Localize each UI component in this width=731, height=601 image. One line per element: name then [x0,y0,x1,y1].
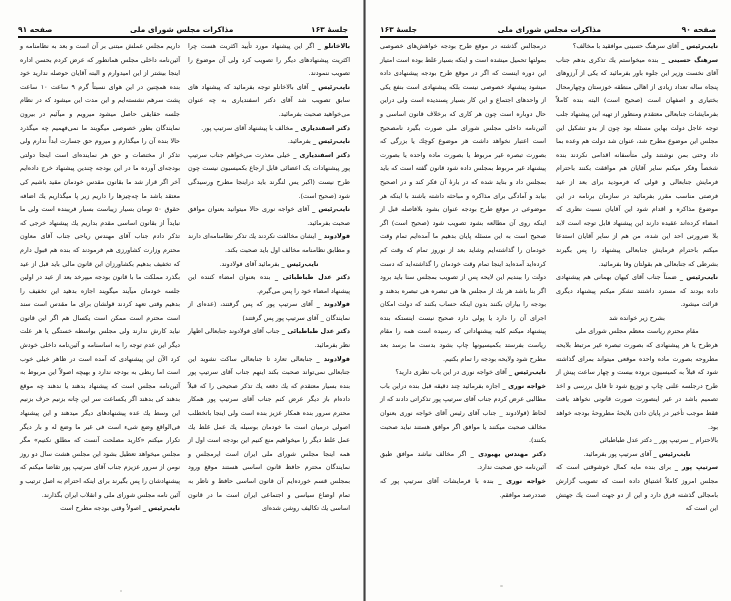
paragraph-text: مخالف با پیشنهاد آقای سرتیپ پور. [201,123,294,132]
paragraph [188,122,350,136]
paragraph [556,40,718,54]
paragraph [556,325,718,339]
speaker-name: نایب‌رئیس _ [311,82,350,91]
speaker-name: دکتر مهندس بهبودی _ [470,449,546,458]
paragraph-text: آقای سرتیپ پور که پس گرفتند، (عده‌ای از نمایندگان _ آقای سرتیپ پور پس گرفتند) [188,300,350,322]
paragraph [20,40,180,502]
paragraph-text: اگر مخالف نباشد موافق طبق آئین‌نامه حق صحبت ندارد. [380,449,546,472]
paragraph-text: بنده بعنوان امضاء کننده این پیشنهاد امضاء خود را پس می‌گیرم. [188,273,350,295]
paragraph [188,135,350,149]
paragraph-text: هرطرح یا هر پیشنهادی که بصورت تبصره غیر مرتبط بلایحه مطروحه بصورت ماده واحده موقعی میتواند بمرای گذاشته شود که قبلاً به کمیسیون بروده بیست و چهار ساعت پیش از طرح درجلسه علنی چاپ و توزیع شود تا قابل بررسی و اخذ تصمیم باشد در غیر اینصورت صورت قانونی نخواهد یافت فقط موجب تأخیر در پایان دادن بلایحهٔ مطروحهٔ بودجه خواهد بود. [556,341,718,431]
paragraph [556,448,718,462]
paragraph-text: بفرمائید آقای فولادوند. [219,259,280,268]
paragraph [556,461,718,515]
speaker-name: نایب‌رئیس _ [312,137,350,146]
paragraph-text: بالاحترام _ سرتیپ پور _ دکتر عدل طباطبائی [599,436,718,445]
text-column-right [556,40,718,516]
paragraph [188,149,350,203]
paragraph [380,475,546,502]
paragraph-text: درمجالس گذشته در موقع طرح بودجه خواهش‌های خصوصی بمولتها تحمیل میشده است و اینکه بسیار غلط بوده است امتیاز این دوره اینست که اگر در موقع طرح بودجه پیشنهادی داده میشود پیشنهاد خصوصی نیست بلکه پیشنهادی است بنفع یکی از واحدهای اجتماع و این کار بسیار پسندیده است ولی دراین حال دوباره است چون هر کاری که برخلاف قانون اساسی و آئین‌نامه داخلی مجلس شورای ملی صورت بگیرد نامصحیح است اعتبار نخواهد داشت هر موضوع کوچك یا بزرگی که بصورت تبصره غیر مربوط یا بصورت ماده واحده یا بصورت پیشنهاد غیر مربوط بمجلس داده شود قانون گفته است که باید بمجلس داد و بناید شده که در بارهٔ آن فکر کند و در اصحیح بیابد و آمادگی برای مذاکره و مباحثه داشته باشند با اینکه هر موضوعی در موقع طرح بودجه عنوان بشود بلافاصله قبل از اینکه روی آن مطالعه بشود تصویب شود (صحیح است) اگر صحیح است به این مسئله پایان بدهیم ما آمده‌ایم تمام وقت خودمان را گذاشته‌ایم وشاید بعد از نوروز تمام که وقت کم کرده‌اید آمده‌اید اینجا تمام وقت خودمان را گذاشته‌اید که دست دولت را ببندیم این لایحه پس از تصویب بمجلس سنا باید برود اگر بنا باشد هر یك از مجلس ها هی تبصره هی تبصره بدهند و بودجه را بیاران بکنند بدون اینکه حساب بکنند که دولت امکان اجرای آن را دارد یا پولی دارد صحیح نیست اینستکه بنده پیشنهاد میکنم کلیه پیشنهاداتی که رسیده است همه را مقام ریاست بفرستد بکمیسیونها چاپ بشود بدست ما برسد بعد مطرح شود ولایحه بودجه را تمام بکنیم. [380,42,546,363]
speaker-name: نایب‌رئیس _ [312,205,350,214]
speaker-name: نایب‌رئیس _ [508,368,546,377]
paragraph-text: اگر این پیشنهاد مورد تأیید اکثریت هست چرا اکثریت پیشنهادهای دیگر را تصویب کرد ولی آن موضوع را تصویب ننمودند. [188,42,350,78]
speaker-name: فولادوند _ [318,232,350,241]
speaker-name: دکتر اسفندیاری _ [293,150,350,159]
paragraph-text: مقام محترم ریاست معظم مجلس شورای ملی [575,327,699,336]
paragraph [556,271,718,312]
right-page [366,0,731,601]
speaker-name: نایب‌رئیس _ [142,504,180,513]
speaker-name: سرتیپ پور _ [674,463,718,472]
page-number: صفحه ۹۰ [681,25,716,34]
paragraph [188,325,350,352]
paragraph-text: آقای خواجه نوری حالا میتوانید بعنوان موافق صحبت بفرمائید. [188,205,350,227]
publication-title: مذاکرات مجلس شورای ملی [497,25,601,34]
paragraph [188,81,350,122]
speaker-name: دکتر عدل طباطبائی _ [281,327,350,336]
publication-title: مذاکرات مجلس شورای ملی [130,25,234,34]
paragraph [380,366,546,380]
paragraph-text: بفرمائید. [287,137,311,146]
paragraph [188,230,350,257]
left-page [0,0,363,601]
paragraph [556,54,718,272]
paragraph [556,434,718,448]
text-column-right [188,40,350,516]
speaker-name: نایب‌رئیس _ [679,273,718,282]
speaker-name: خواجه نوری _ [502,381,546,390]
page-header [380,22,716,38]
speaker-name: فولادوند _ [316,354,350,363]
paragraph-text: آقای سرهنگ حسینی موافقید با مخالف؟ [572,42,679,50]
paragraph-text: داریم مجلس عملش مبتنی بر آن است و بعد به نظامنامه و آئین‌نامه داخلی مجلس همانطور که عرض کردم بحسن اداره اینجا بیشتر از این امیدوارم و البته آقایان حوصله ندارید خود بنده همچنین در این هوای نسبتاً گرم ۹ ساعت ۱۰ ساعت پشت سرهم نشسته‌ایم و این مدت این میشود که در نظام جلسه حقایقی حاصل میشود میرویم و میآئیم در بیرون نمایندگان بطور خصوصی میگویند ما نمی‌فهمیم چه میگذرد حالا بنده آن را میگذارم و میروم حق جسارت ابداً ندارم ولی تذکر از مختصات و حق هر نماینده‌ای است اینجا دولتی بودجه‌ای آورده ما در این بودجه چندین پیشنهاد خرج داده‌ایم آخر اگر قرار شد ما بقانون مقدس خودمان مقید باشیم کی معتقد باشد ما چه‌چیزها را داریم زیر پا میگذاریم یك اضافه حقوق ۵۰ تومان بسیار زیباست بسیار فریبنده است ولی ما نبایداً از بقانون اساسی مقدم بداریم یك پیشنهاد خرجی که تذکر دادم جناب آقای مهندس ریاحی جناب آقای معاون محترم وزارت کشاورزی هم فرمودند که بنده هم قبول دارم که تخفیف بدهیم بکشاورزان این قانون مالی باید قبل از عید بگذرد مملکت ما با قانون بودجه میپرخد بعد از عید در اولین جلسه خودمان میآیند میگویند اجازه بدهید این تخفیف را بدهیم وقتی تعهد کردند قولشان برای ما مقدس است سند است محترم است ممکن است یکسال هم اگر این قانون نیاید کارش ندارند ولی مجلس بواسطه خستگی یا هر علت دیگر این عدم توجه را به اساسنامه و آئین‌نامه داخلی خودش کرد الآن این پیشنهادی که آمده است در ظاهر خیلی خوب است اما ربطی به بودجه ندارد و بهیچه اصولاً این مربوط به آئین‌نامه مجلس است که پیشنهاد بدهند یا ندهند چه موقع بدهند کی بدهند اگر یکساعت سر این چانه بزنیم حرف بزنیم این وسط یك عده پیشنهادهای دیگر میدهند و این پیشنهاد فی‌الواقع وضع شیء است فی غیر ما وضع له و بار دیگر تکرار میکنم «کارید مصلحت آنست که مطلق نکنیم» مگر مجلس میخواهد تعطیل بشود این مجلس هشت سال دو روز نومن از سرور عزیزم جناب آقای سرتیپ پور تقاضا میکنم که پیشنهادشان را پس بگیرند برای اینکه احترام به اصل ترتیب و آئین نامه مجلس شورای ملی و انقلاب ایران بگذارند. [20,42,180,499]
paragraph [556,339,718,434]
speaker-name: نایب‌رئیس _ [653,449,691,458]
paragraph-text: بنده با فرمایشات آقای سرتیپ پور که صددرصد موافقم. [380,477,546,499]
paragraph [188,40,350,81]
paragraph-text: اصولاً وقتی بودجه مطرح است [60,504,141,513]
paragraph-text: ضمناً جناب آقای کیهان بهمانی هم پیشنهادی داده بودند که مسترد داشتند تشکر میکنم پیشنهاد دیگری قرائت میشود. [556,273,718,309]
paragraph [188,271,350,298]
session-number: جلسهٔ ۱۶۳ [311,25,348,34]
paragraph-text: بنده میخواستم یك تذکری بدهم جناب آقای نخست وزیر این جلوه باور بفرمائید که یکی از آرزوهای پنجاه ساله تعداد زیادی از اهالی منطقه خوزستان وچهارمحال بختیاری و اصفهان است (صحیح است) البته بنده کاملاً بفرمایشات جنابعالی معتقدم ومنظور از تهیه این پیشنهاد جلب توجه عاجل دولت بهاین مسئله بود چون از بدو تشکیل این مجلس این موضوع مطرح شد، عنوان شد دولت هم وعده بما داد وحتی بمن نوشتند ولی متأسفانه اقدامی نکردند بنده شخصاً وفکر میکنم سایر آقایان هم موافقت بکنند باحترام فرمایش جنابعالی و قولی که فرمودید برای بعد از عید فرصتی مناسب مقرر بفرمائید در سازمان برنامه در این موضوع مذاکره و اقدام شود این آقایان نسبت نظری که امضاء کرده‌اند عقیده دارند این پیشنهاد قابل توجه است لابد بلا ضرورتی احد این شده، من هم از سایر آقایان استدعا میکنم باحترام فرمایش جنابعالی پیشنهاد را پس بگیرند بشرطی که جنابعالی هم بقولتان وفا بفرمائید. [556,55,718,268]
paragraph [188,203,350,230]
paragraph [188,353,350,516]
paragraph [380,380,546,448]
scan-speck [120,590,122,592]
paragraph [380,448,546,475]
paragraph [188,298,350,325]
paragraph [20,502,180,516]
page-number: صفحه ۹۱ [18,25,53,34]
paragraph [380,40,546,366]
page-header [18,22,348,38]
session-number: جلسهٔ ۱۶۳ [380,25,418,34]
speaker-name: نایب‌رئیس _ [680,42,718,50]
text-column-left [20,40,180,516]
paragraph-text: آقای خواجه نوری در این باب نظری دارید؟ [395,368,507,377]
speaker-name: بالاخانلو _ [317,42,350,50]
speaker-name: دکتر عدل طباطبائی _ [274,273,350,282]
paragraph [188,258,350,272]
speaker-name: فولادوند _ [316,300,350,309]
text-column-left [380,40,546,502]
paragraph-text: خیلی معذرت می‌خواهم جناب سرتیپ پور پیشنهادات یک اعضائی قابل ارجاع بکمیسیون نیست چون طرح نیست (اکبر یس لنگرند باید دراینجا مطرح ورسیدگی شود (صحیح است). [188,150,350,200]
paragraph-text: بشرح زیر خوانده شد [609,313,665,322]
paragraph [556,312,718,326]
paragraph-text: آقای سرتیپ پور بفرمائید. [583,449,652,458]
speaker-name: خواجه نوری _ [498,477,546,485]
scan-speck [500,585,503,587]
speaker-name: دکتر اسفندیاری _ [295,123,350,132]
paragraph-text: جناب آقای فولادوند جنابعالی اظهار نظر بفرمائید. [188,327,350,350]
paragraph-text: آقای بالاخانلو توجه بفرمائید که پیشنهاد های سابق تصویب شد آقای دکتر اسفندیاری به چه عنوان می‌خواهید صحبت بفرمائید. [188,82,350,118]
paragraph-text: اجازه بفرمائید چند دقیقه قبل بنده دراین باب مطالبی عرض کردم جناب آقای سرتیپ پور تذکراتی دادند که از لحاظ (فولادوند _ جناب آقای رئیس آقای خواجه نوری بعنوان مخالف صحبت میکنند یا موافق اگر موافق هستند نباید صحبت بکنند). [380,381,546,445]
paragraph-text: جنابعالی تعارد تا جنابعالی ساکت نشوید این جنابعالی نمی‌تواند صحبت بکند اینهم جناب آقای سرتیپ پور بنده بسیار معتقدم که یك دفعه یك تذکر صحیحی را که قبلاً داده‌ام باز دیگر عرض کنم جناب آقای سرتیپ پور همکار محترم سرور بنده همکار عزیز بنده است ولی اینجا باتخطلب اصولی درمیان است ما خودمان بوسیله یك عمل غلط یك عمل غلط دیگر را میخواهیم منع کنیم این بودجه است اول از همه اینجا مجلس شورای ملی ایران است ایرمجلس و نمایندگان محترم حافظ قانون اساسی هستند موقع ورود بمجلس قسم خورده‌ایم آن قانون اساسی حافظ و ناظر به تمام اوضاع سیاسی و اجتماعی ایران است ما در قانون اساسی یك تکالیف روشن شده‌ای [188,354,350,513]
paragraph-text: ایشان مخالفت نکردند یك تذکر نظامنامه‌ای دارند و مطابق نظامنامه مخالف اول باید صحبت بکند. [188,232,350,254]
paragraph-text: برای بنده مایه کمال خوشوقتی است که مجلس امروز کاملاً اشتیاق داده است که تصویب گزارش بامجالی گذشته فرق دارد و این از دو جهت است یك جهتش این است که [556,463,718,513]
speaker-name: نایب‌رئیس _ [281,259,319,268]
speaker-name: سرهنگ حسینی _ [661,55,718,64]
